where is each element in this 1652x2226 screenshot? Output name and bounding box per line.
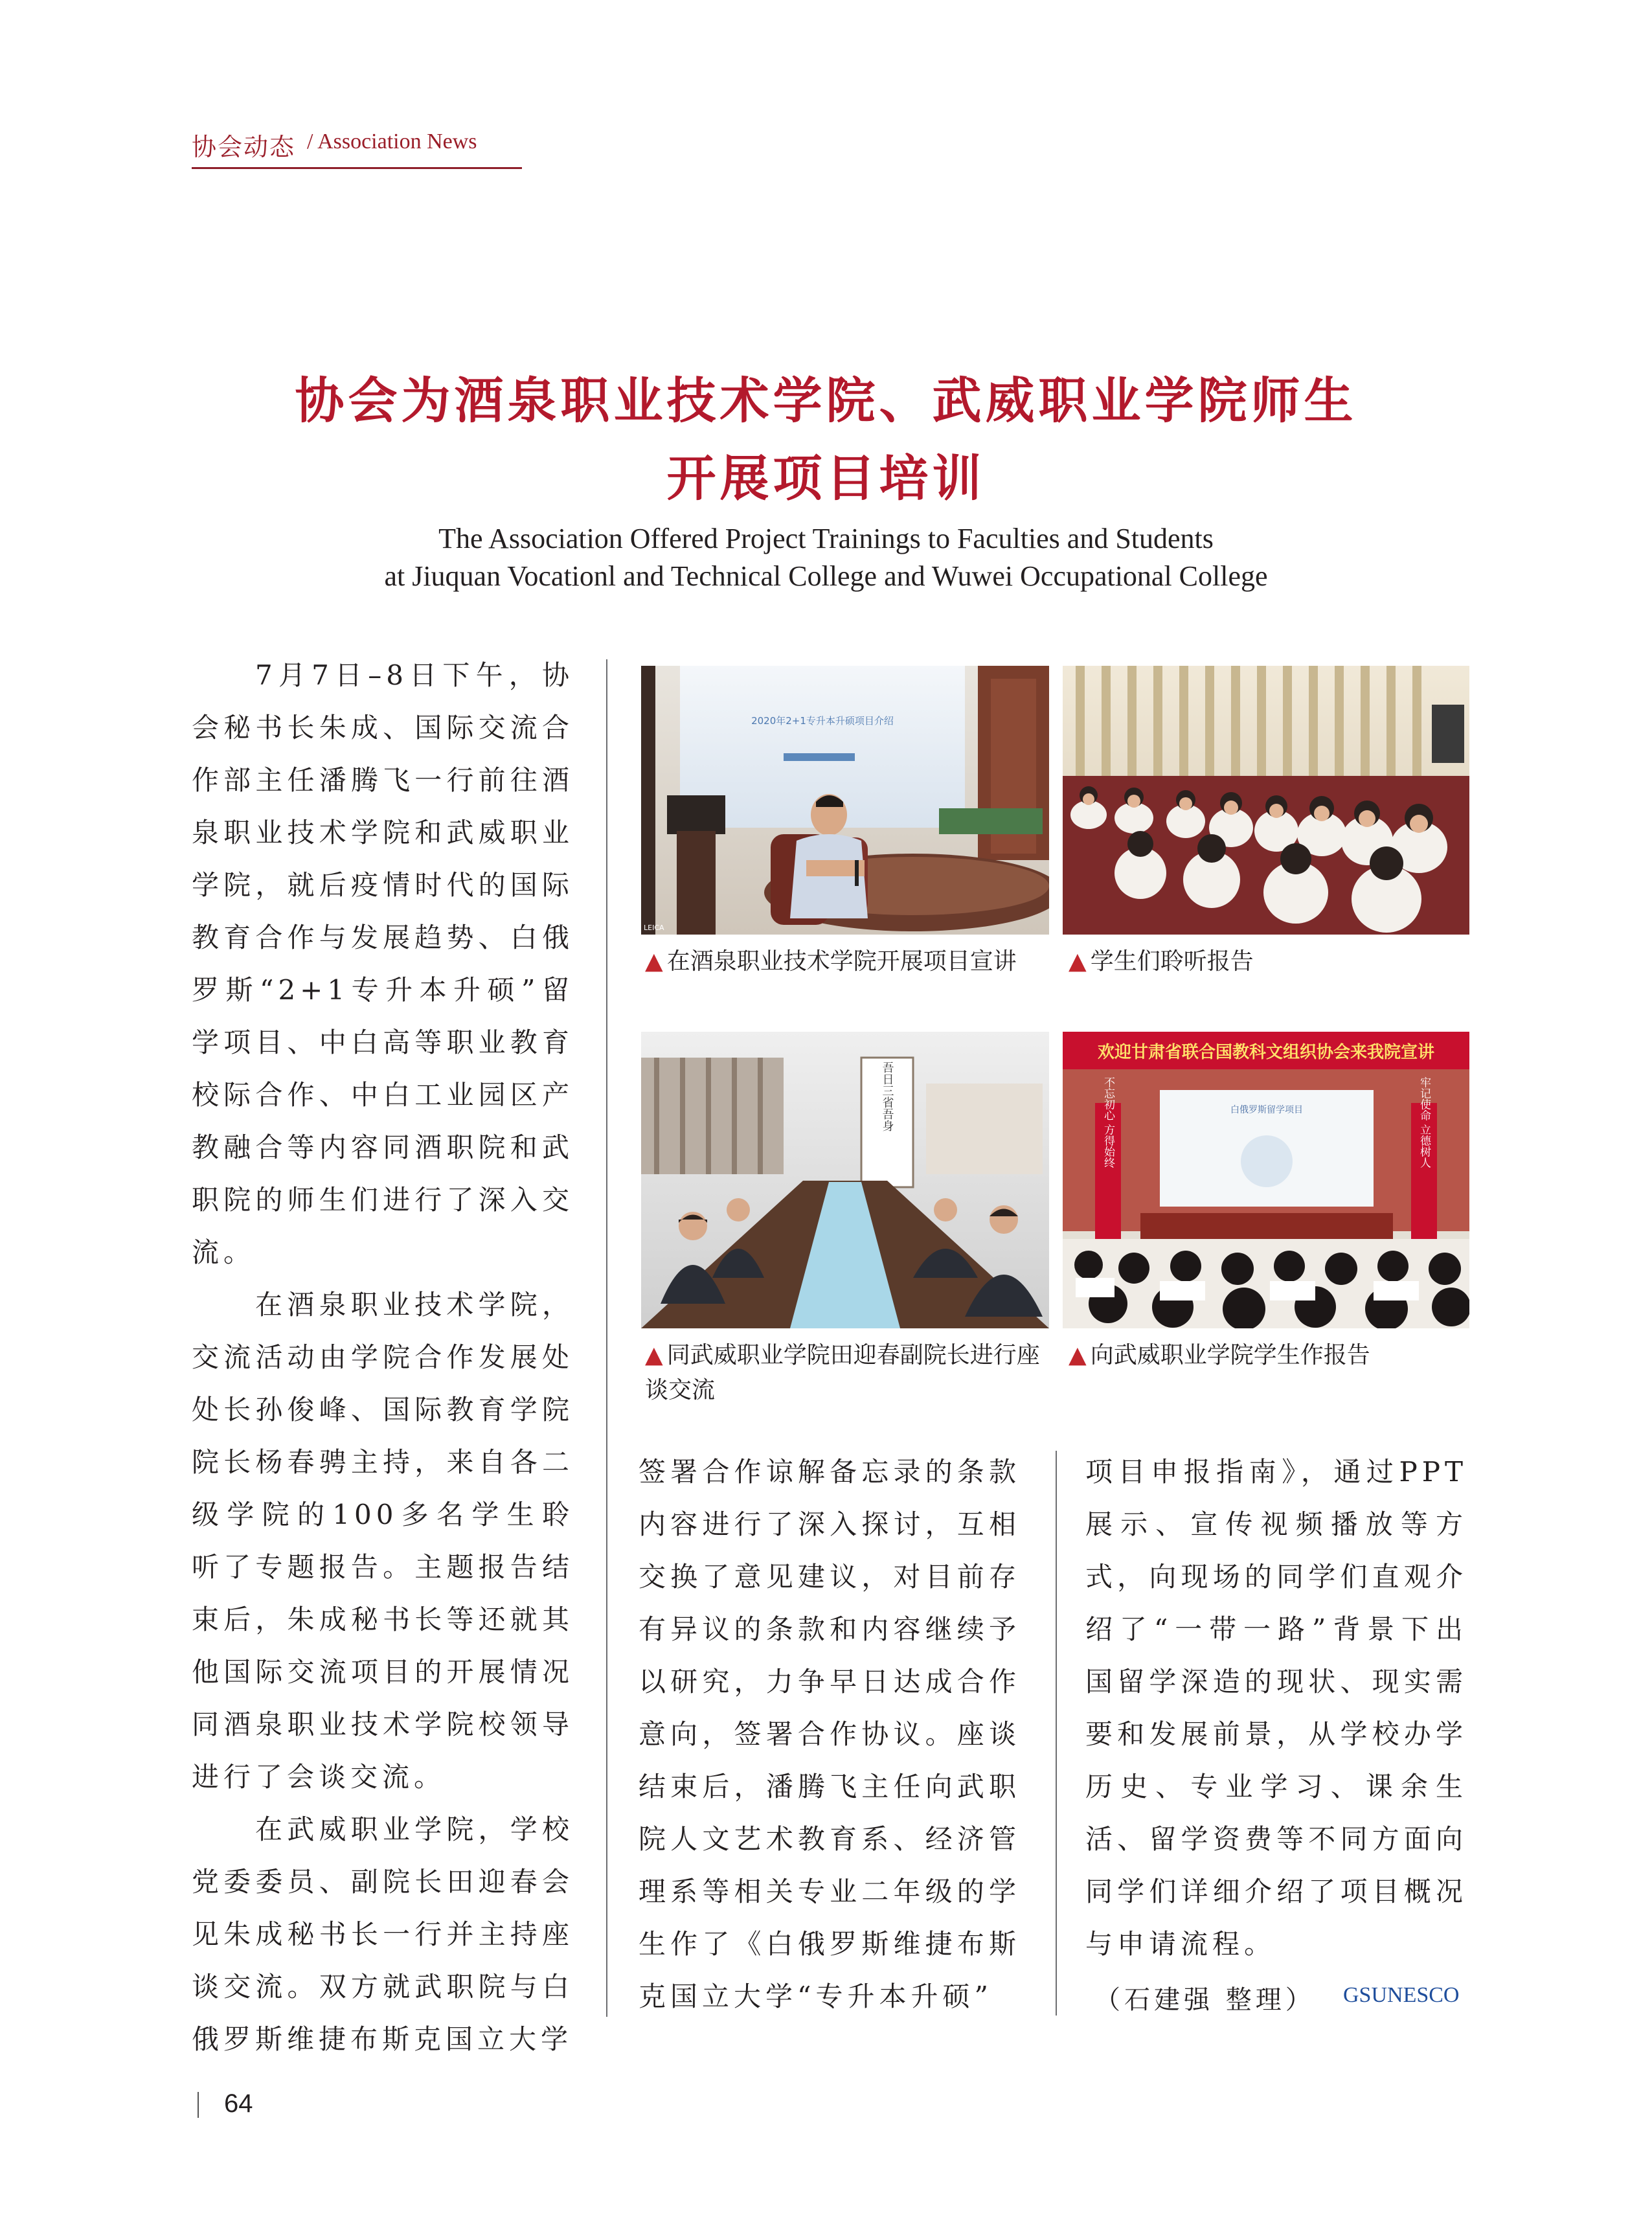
hall-banner: 欢迎甘肃省联合国教科文组织协会来我院宣讲 xyxy=(1097,1043,1435,1062)
triangle-icon: ▲ xyxy=(1069,1342,1087,1369)
page-number-bar xyxy=(198,2092,199,2118)
article-subtitle-line1: The Association Offered Project Trainings to Faculties and Students xyxy=(438,523,1214,554)
left-banner: 不忘初心 方得始终 xyxy=(1102,1076,1115,1168)
source-tag: GSUNESCO xyxy=(1343,1983,1460,2007)
triangle-icon: ▲ xyxy=(645,1342,663,1369)
body-column-3 xyxy=(1085,1446,1467,1970)
photo-caption: ▲ 在酒泉职业技术学院开展项目宣讲 xyxy=(645,948,1017,975)
screen-text: 2020年2+1专升本升硕项目介绍 xyxy=(751,715,894,727)
paragraph: 项目申报指南》，通过PPT展示、宣传视频播放等方式，向现场的同学们直观介绍了“一带一路”背景下出国留学深造的现状、现实需要和发展前景，从学校办学历史、专业学习、课余生活、留学资费等不同方面向同学们详细介绍了项目概况与申请流程。 xyxy=(1085,1456,1467,1960)
paragraph: 签署合作谅解备忘录的条款内容进行了深入探讨，互相交换了意见建议，对目前存有异议的条款和内容继续予以研究，力争早日达成合作意向，签署合作协议。座谈结束后，潘腾飞主任向武职院人文艺术教育系、经济管理系等相关专业二年级的学生作了《白俄罗斯维捷布斯克国立大学“专升本升硕” xyxy=(639,1456,1021,2012)
editor-signature: （石建强 整理） xyxy=(1094,1985,1315,2015)
photo-wuwei-meeting xyxy=(641,1032,1049,1328)
triangle-icon: ▲ xyxy=(1069,948,1087,975)
photo-caption: ▲ 向武威职业学院学生作报告 xyxy=(1069,1342,1370,1369)
section-header xyxy=(192,127,522,169)
article-title-line2: 开展项目培训 xyxy=(666,449,986,507)
body-column-1 xyxy=(192,649,574,2065)
photo-wuwei-report xyxy=(1063,1032,1469,1328)
photo-caption: ▲ 同武威职业学院田迎春副院长进行座谈交流 xyxy=(645,1342,1040,1403)
paragraph: 7月7日–8日下午，协会秘书长朱成、国际交流合作部主任潘腾飞一行前往酒泉职业技术学院和武威职业学院，就后疫情时代的国际教育合作与发展趋势、白俄罗斯“2+1专升本升硕”留学项目、中白高等职业教育校际合作、中白工业园区产教融合等内容同酒职院和武职院的师生们进行了深入交流。 xyxy=(192,659,574,1268)
photo-students-listening xyxy=(1063,666,1469,935)
photo-caption: ▲ 学生们聆听报告 xyxy=(1069,948,1254,975)
right-banner: 牢记使命 立德树人 xyxy=(1418,1076,1431,1168)
paragraph: 在武威职业学院，学校党委委员、副院长田迎春会见朱成秘书长一行并主持座谈交流。双方就武职院与白俄罗斯维捷布斯克国立大学 xyxy=(192,1813,574,2055)
page-number: 64 xyxy=(224,2089,253,2118)
section-label-cn: 协会动态 xyxy=(192,133,296,161)
screen-text: 白俄罗斯留学项目 xyxy=(1230,1105,1303,1115)
body-column-2 xyxy=(639,1446,1021,2023)
article-subtitle-line2: at Jiuquan Vocationl and Technical College and Wuwei Occupational College xyxy=(384,560,1268,592)
article-title-line1: 协会为酒泉职业技术学院、武威职业学院师生 xyxy=(295,372,1357,429)
paragraph: 在酒泉职业技术学院，交流活动由学院合作发展处处长孙俊峰、国际教育学院院长杨春骋主持，来自各二级学院的100多名学生聆听了专题报告。主题报告结束后，朱成秘书长等还就其他国际交流项目的开展情况同酒泉职业技术学院校领导进行了会谈交流。 xyxy=(192,1289,574,1793)
column-divider xyxy=(1056,1451,1057,2016)
calligraphy-text: 吾日三省吾身 xyxy=(880,1062,894,1131)
camera-watermark: LEICA xyxy=(644,924,664,932)
triangle-icon: ▲ xyxy=(645,948,663,975)
section-label-en: / Association News xyxy=(307,130,477,153)
photo-jiuquan-lecture xyxy=(641,666,1049,935)
column-divider xyxy=(606,659,607,2017)
